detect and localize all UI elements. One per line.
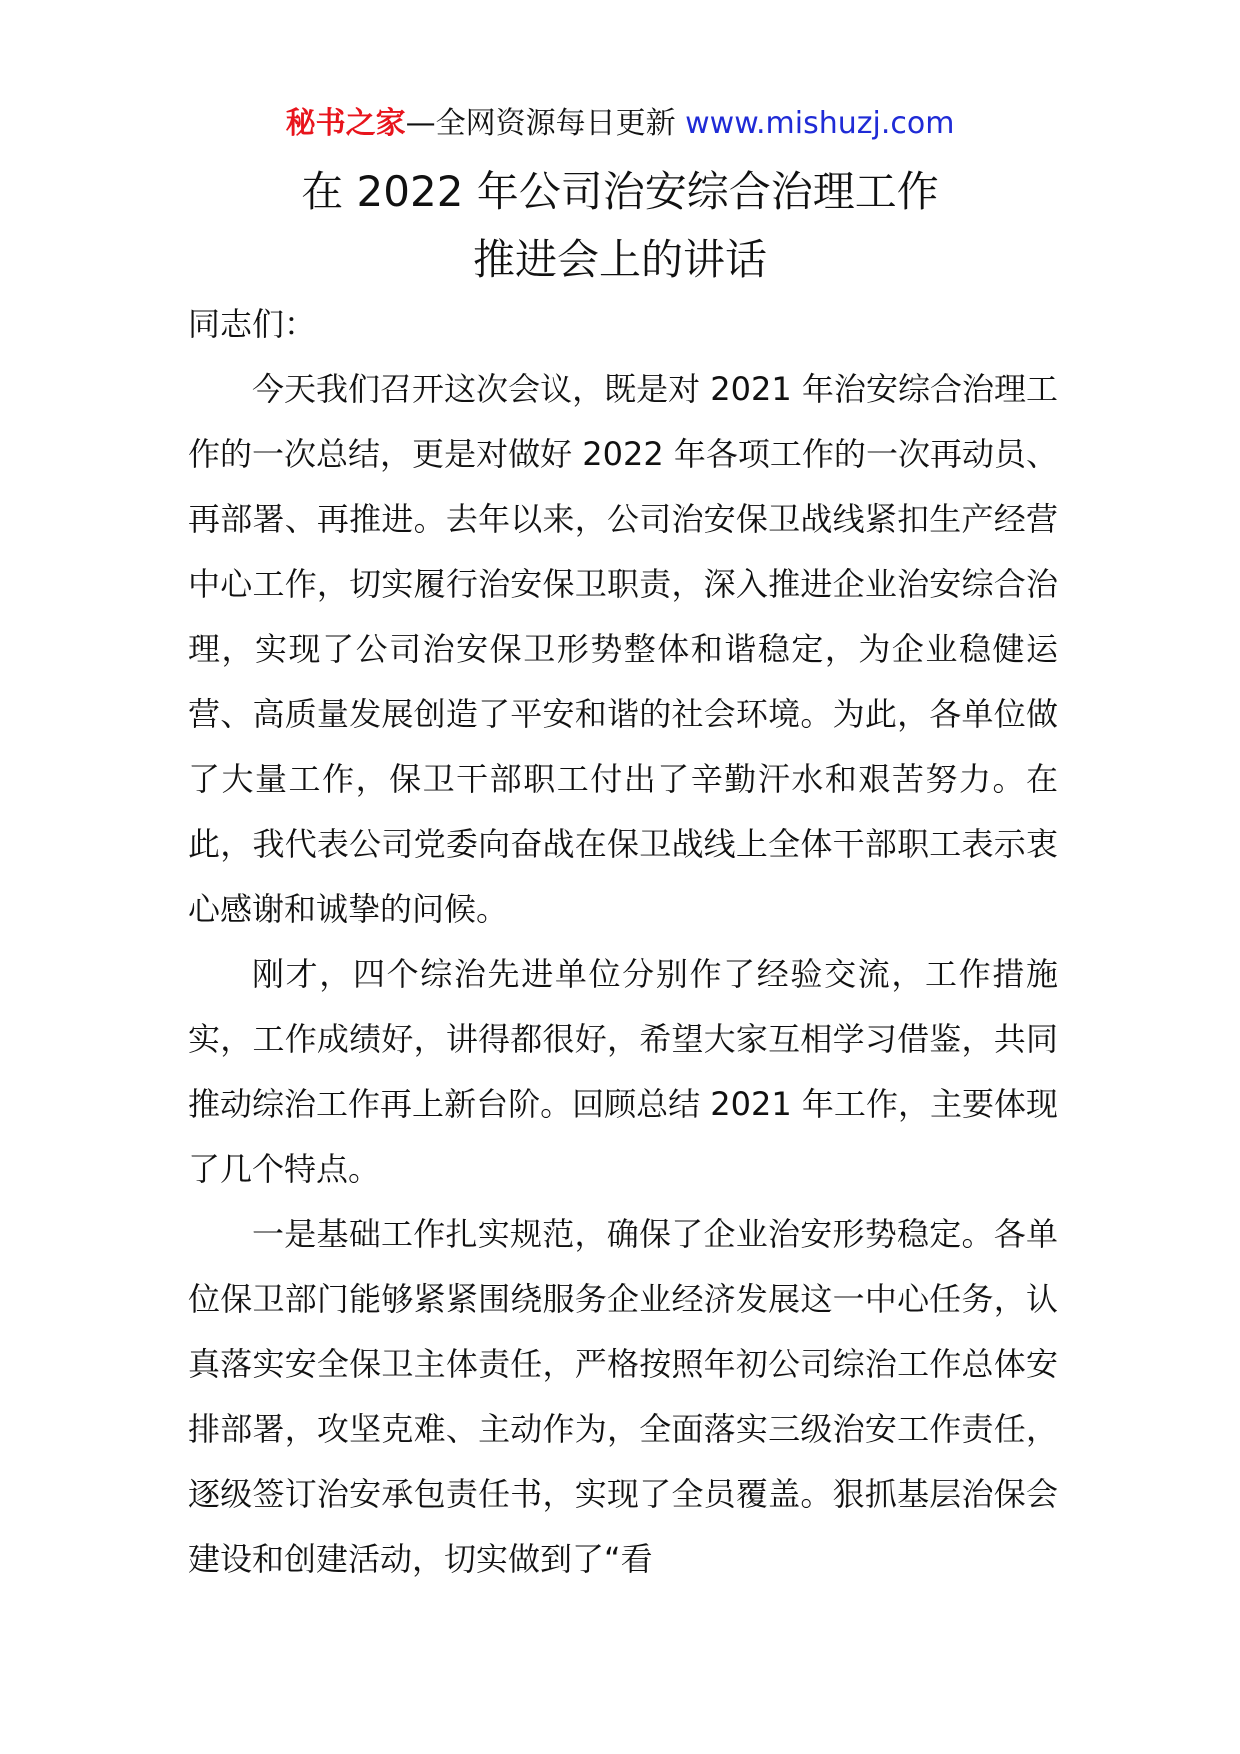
document-title-line-2: 推进会上的讲话 — [472, 235, 767, 284]
site-watermark — [0, 100, 1240, 148]
watermark-url[interactable]: www.mishuzj.com — [685, 106, 955, 141]
document-body — [188, 292, 1058, 1592]
paragraph-2: 刚才，四个综治先进单位分别作了经验交流，工作措施实，工作成绩好，讲得都很好，希望大家互相学习借鉴，共同推动综治工作再上新台阶。回顾总结 2021 年工作，主要体现了几个特点。 — [188, 955, 1058, 1188]
paragraph-3: 一是基础工作扎实规范，确保了企业治安形势稳定。各单位保卫部门能够紧紧围绕服务企业经济发展这一中心任务，认真落实安全保卫主体责任，严格按照年初公司综治工作总体安排部署，攻坚克难、主动作为，全面落实三级治安工作责任，逐级签订治安承包责任书，实现了全员覆盖。狠抓基层治保会建设和创建活动，切实做到了“看 — [188, 1215, 1058, 1578]
document-title-line-1: 在 2022 年公司治安综合治理工作 — [301, 167, 939, 216]
watermark-slogan: —全网资源每日更新 — [405, 106, 686, 141]
paragraph-1: 今天我们召开这次会议，既是对 2021 年治安综合治理工作的一次总结，更是对做好 2022 年各项工作的一次再动员、再部署、再推进。去年以来，公司治安保卫战线紧扣生产经营中心工作，切实履行治安保卫职责，深入推进企业治安综合治理，实现了公司治安保卫形势整体和谐稳定，为企业稳健运营、高质量发展创造了平安和谐的社会环境。为此，各单位做了大量工作，保卫干部职工付出了辛勤汗水和艰苦努力。在此，我代表公司党委向奋战在保卫战线上全体干部职工表示衷心感谢和诚挚的问候。 — [188, 370, 1058, 928]
watermark-brand: 秘书之家 — [285, 106, 406, 141]
greeting: 同志们： — [188, 305, 317, 343]
